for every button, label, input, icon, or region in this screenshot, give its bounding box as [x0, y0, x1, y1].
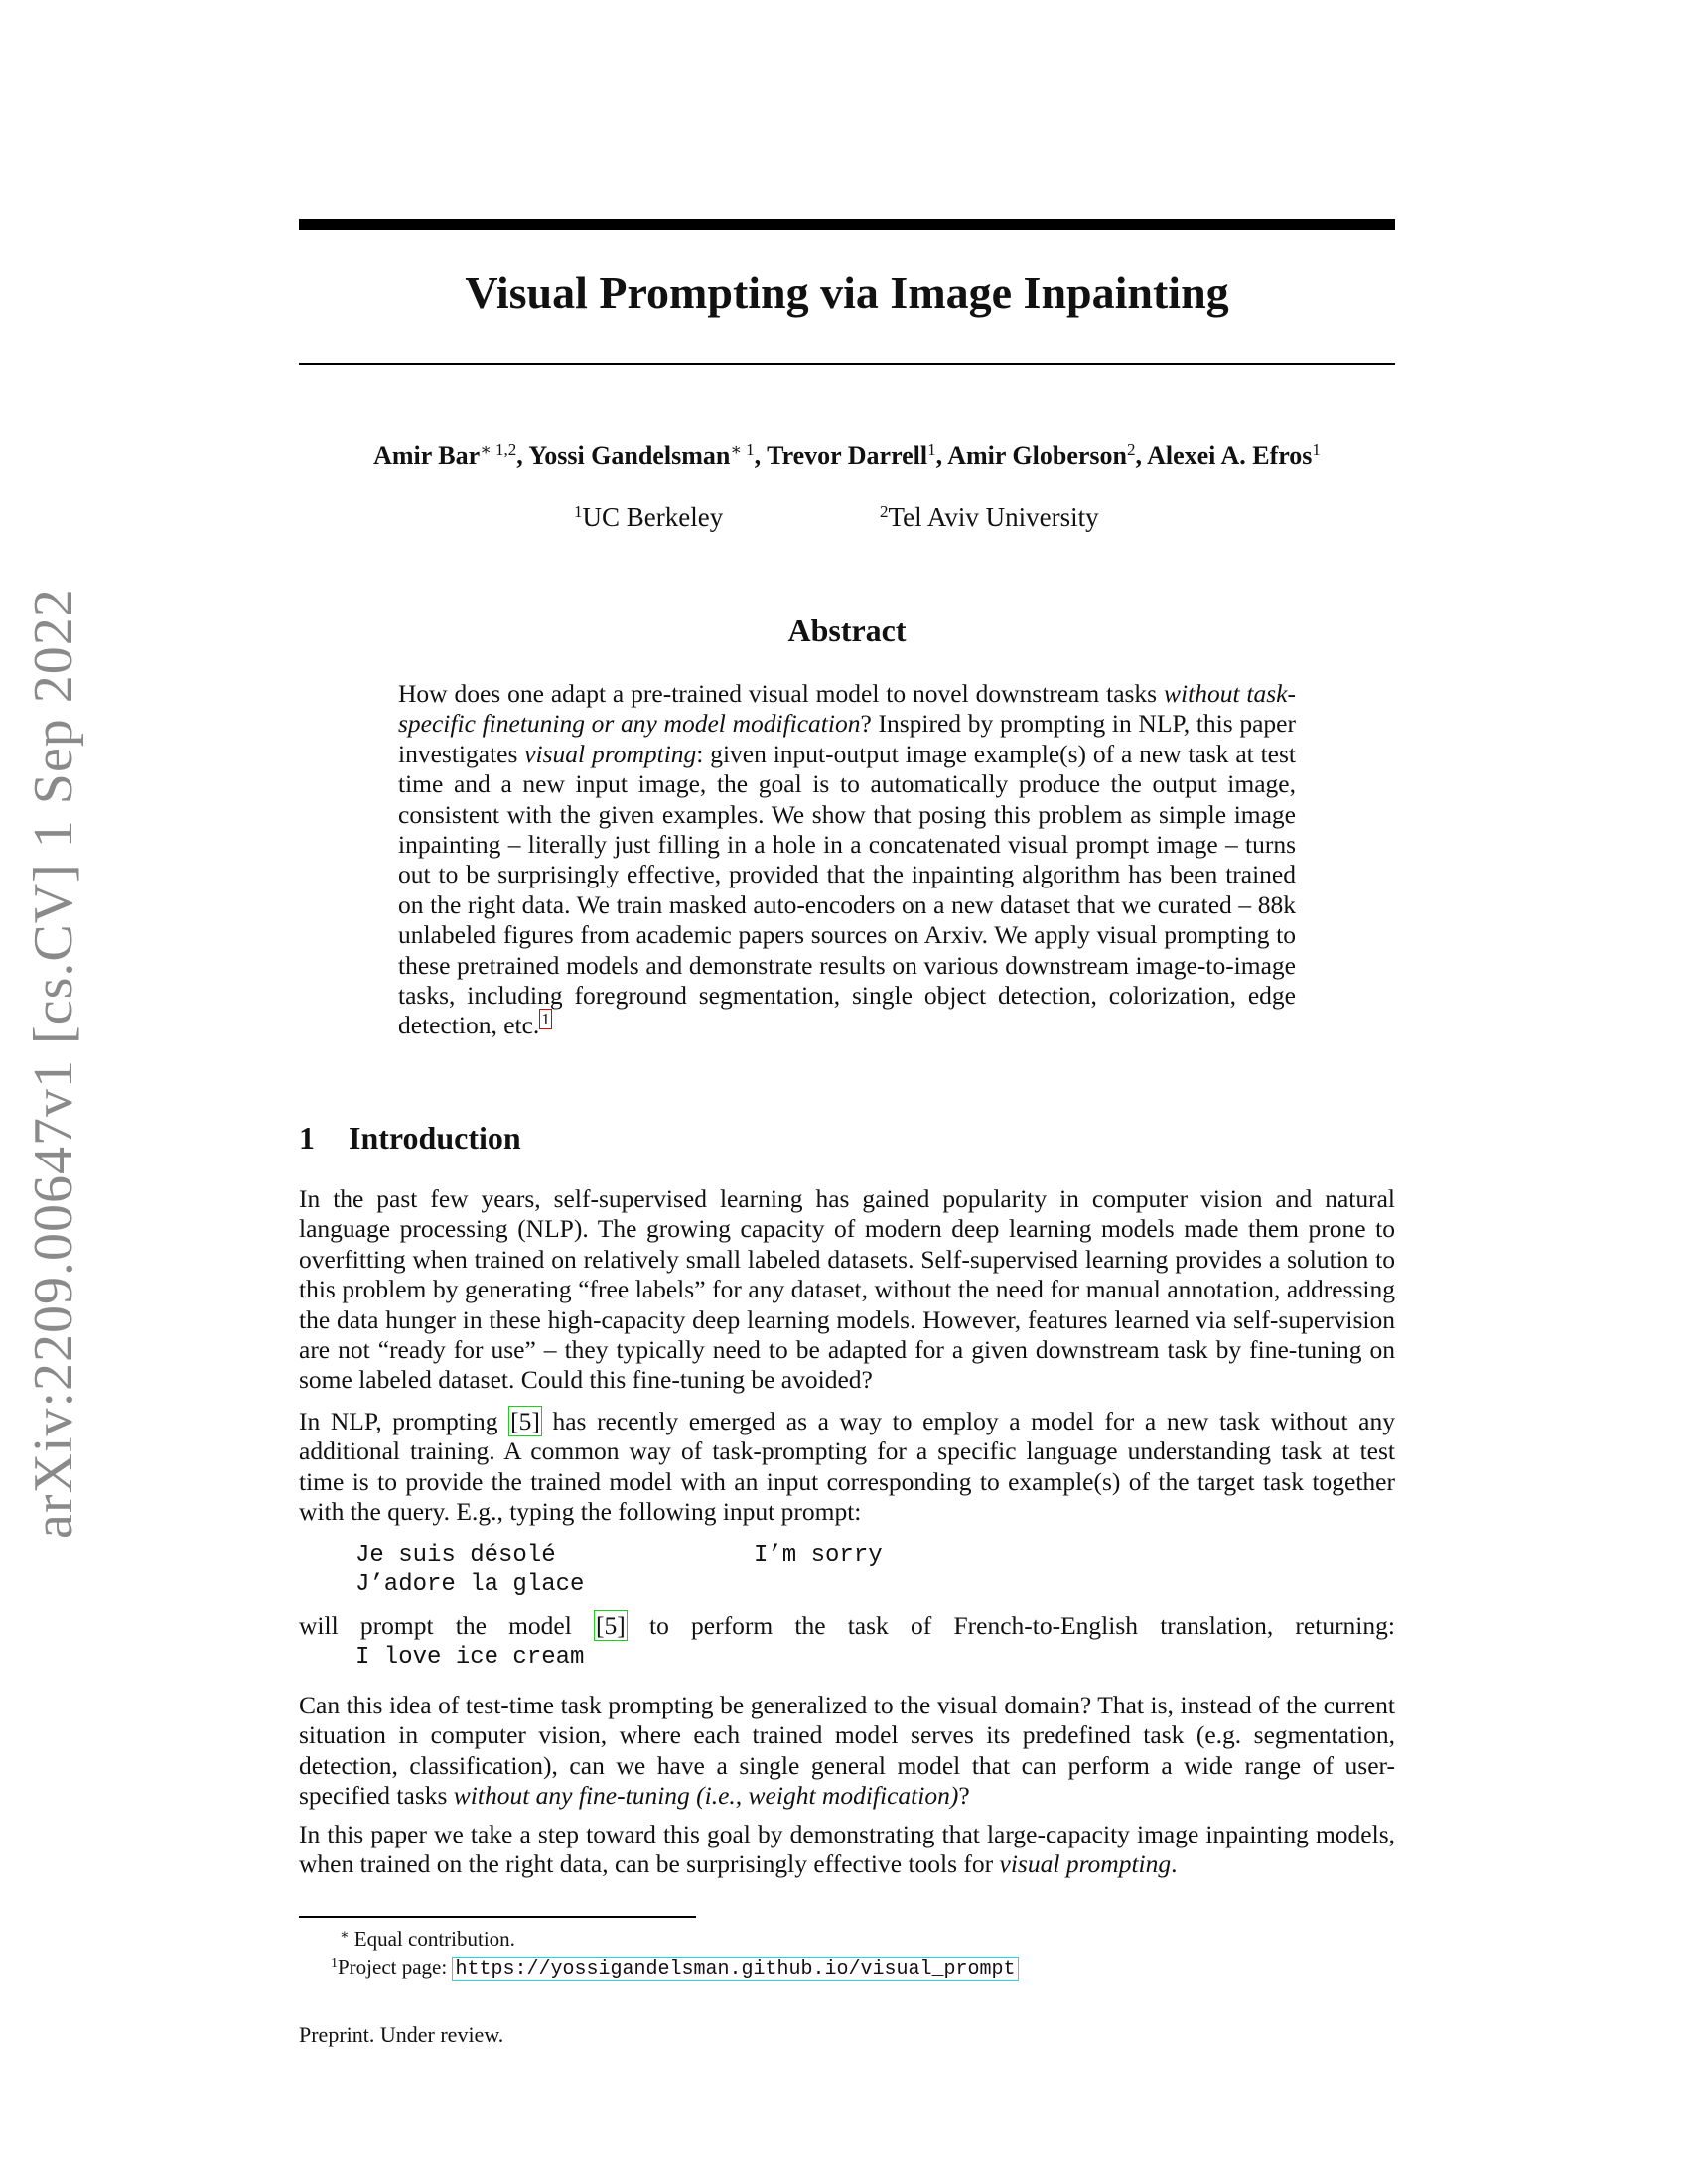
section-number: 1 [299, 1120, 315, 1156]
citation-link[interactable]: [5] [596, 1611, 626, 1640]
abstract-part: : given input-output image example(s) of a new task at test time and a new input image, the goal is to automatically produce the output image, consistent with the given examples. We show that posing this problem as simple image inpainting – literally just filling in a hole in a concatenated visual prompt image – turns out to be surprisingly effective, provided that the inpainting algorithm has been trained on the right data. We train masked auto-encoders on a new dataset that we curated – 88k unlabeled figures from academic papers sources on Arxiv. We apply visual prompting to these pretrained models and demonstrate results on various downstream image-to-image tasks, including foreground segmentation, single object detection, colorization, edge detection, etc. [398, 739, 1296, 1040]
footnote-project-page [331, 1955, 1019, 1980]
author-name: Amir Globerson [947, 441, 1127, 470]
author-marks: 1 [1312, 440, 1321, 459]
abstract-emphasis: visual prompting [524, 739, 697, 768]
section-heading-introduction [299, 1120, 521, 1157]
author-separator: , [935, 441, 948, 470]
abstract-emphasis: without task-specific finetuning or any model modification [398, 679, 1296, 739]
author-name: Yossi Gandelsman [528, 441, 731, 470]
author-separator: , [516, 441, 529, 470]
abstract-part: ? Inspired by prompting in NLP, this paper investigates [398, 709, 1296, 768]
affiliation-tau [880, 502, 1099, 533]
intro-paragraph-5 [299, 1820, 1395, 1880]
abstract-part: How does one adapt a pre-trained visual model to novel downstream tasks [398, 679, 1165, 708]
author-name: Trevor Darrell [767, 441, 928, 470]
intro-paragraph-2 [299, 1407, 1395, 1528]
section-title: Introduction [349, 1120, 521, 1156]
citation-link[interactable]: [5] [510, 1407, 540, 1435]
text-run: . [1171, 1849, 1178, 1879]
text-run: ? [958, 1781, 970, 1811]
footnote-link[interactable]: 1 [541, 1010, 550, 1029]
intro-paragraph-4 [299, 1691, 1395, 1812]
abstract-text [398, 679, 1296, 1041]
text-run: Can this idea of test-time task prompting be generalized to the visual domain? That is, instead of the current situation in computer vision, where each trained model serves its predefined task (e.g. segmentation, detection, classification), can we have a single general model that can perform a wide range of user-specified tasks [299, 1691, 1395, 1811]
affiliation-mark: 1 [574, 502, 583, 521]
abstract-heading: Abstract [787, 613, 907, 648]
intro-paragraph-1: In the past few years, self-supervised learning has gained popularity in computer vision and natural language processing (NLP). The growing capacity of modern deep learning models made them prone to overfitting when trained on relatively small labeled datasets. Self-supervised learning provides a solution to this problem by generating “free labels” for any dataset, without the need for manual annotation, addressing the data hunger in these high-capacity deep learning models. However, features learned via self-supervision are not “ready for use” – they typically need to be adapted for a given downstream task by fine-tuning on some labeled dataset. Could this fine-tuning be avoided? [299, 1184, 1395, 1395]
author-marks: ∗ 1,2 [480, 440, 517, 459]
footnote-equal-contribution [340, 1927, 515, 1952]
text-run: In this paper we take a step toward this goal by demonstrating that large-capacity image inpainting models, when trained on the right data, can be surprisingly effective tools for [299, 1820, 1395, 1879]
title-top-rule [299, 219, 1395, 230]
text-run: In NLP, prompting [299, 1407, 509, 1435]
footnote-text: Equal contribution. [353, 1927, 515, 1951]
author-marks: 2 [1127, 440, 1136, 459]
affiliation-ucb [574, 502, 723, 533]
paper-title: Visual Prompting via Image Inpainting [465, 267, 1229, 318]
intro-paragraph-3 [299, 1611, 1395, 1641]
prompt-example-french-2: J’adore la glace [355, 1571, 585, 1598]
author-marks: ∗ 1 [730, 440, 755, 459]
text-run: will prompt the model [299, 1611, 595, 1640]
author-marks: 1 [927, 440, 936, 459]
text-run: to perform the task of French-to-English translation, returning: [627, 1611, 1395, 1640]
title-bottom-rule [299, 363, 1395, 365]
text-emphasis: without any fine-tuning (i.e., weight modification) [453, 1781, 959, 1811]
arxiv-identifier-stamp: arXiv:2209.00647v1 [cs.CV] 1 Sep 2022 [23, 588, 84, 1539]
footnote-mark: 1 [331, 1956, 338, 1971]
project-page-link[interactable]: https://yossigandelsman.github.io/visual_prompt [452, 1957, 1018, 1981]
footnote-text: Project page: [338, 1955, 453, 1979]
author-list [299, 441, 1395, 471]
text-emphasis: visual prompting [999, 1849, 1172, 1879]
prompt-output-english: I love ice cream [355, 1644, 585, 1671]
affiliation-name: UC Berkeley [582, 502, 724, 532]
affiliation-name: Tel Aviv University [888, 502, 1099, 532]
author-name: Amir Bar [373, 441, 481, 470]
author-separator: , [754, 441, 768, 470]
author-separator: , [1135, 441, 1148, 470]
footnote-mark: ∗ [340, 1928, 350, 1943]
preprint-note: Preprint. Under review. [299, 2022, 504, 2047]
prompt-example-french-1: Je suis désolé [355, 1542, 556, 1569]
footnote-rule [299, 1916, 696, 1918]
prompt-example-english-1: I’m sorry [754, 1542, 883, 1569]
affiliation-mark: 2 [880, 502, 889, 521]
author-name: Alexei A. Efros [1147, 441, 1313, 470]
text-run: has recently emerged as a way to employ a model for a new task without any additional training. A common way of task-prompting for a specific language understanding task at test time is to provide the trained model with an input corresponding to example(s) of the target task together with the query. E.g., typing the following input prompt: [299, 1407, 1395, 1527]
